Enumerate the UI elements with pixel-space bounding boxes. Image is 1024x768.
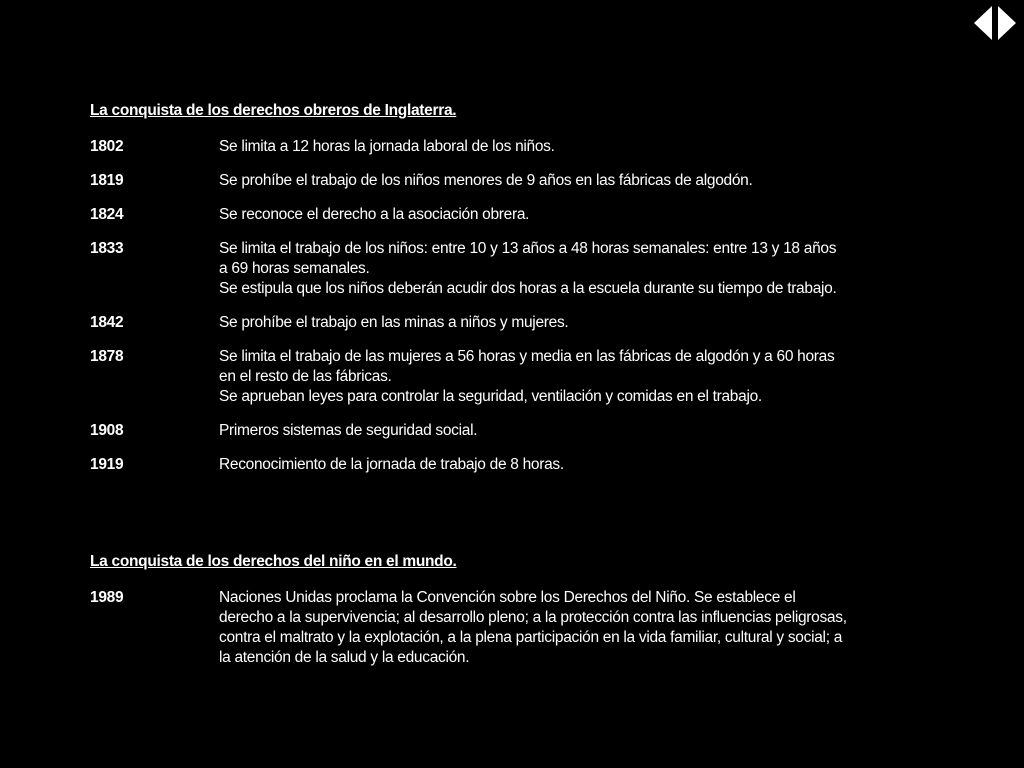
entry-description bbox=[219, 205, 920, 225]
entry-description-line: Se reconoce el derecho a la asociación obrera. bbox=[219, 206, 530, 223]
entry-year: 1908 bbox=[90, 422, 124, 439]
entry-description-line: Se aprueban leyes para controlar la seguridad, ventilación y comidas en el trabajo. bbox=[219, 388, 762, 405]
section-title: La conquista de los derechos obreros de Inglaterra. bbox=[90, 102, 457, 119]
entry-description-line: Se limita a 12 horas la jornada laboral de los niños. bbox=[219, 138, 555, 155]
entry-description-line: Se estipula que los niños deberán acudir dos horas a la escuela durante su tiempo de trabajo. bbox=[219, 280, 837, 297]
entry-description bbox=[219, 421, 920, 441]
section-child-rights bbox=[90, 552, 920, 682]
timeline-list bbox=[90, 588, 920, 668]
timeline-entry bbox=[90, 421, 920, 441]
timeline-entry bbox=[90, 239, 920, 299]
entry-description-line: Primeros sistemas de seguridad social. bbox=[219, 422, 478, 439]
entry-year: 1989 bbox=[90, 589, 124, 606]
entry-year: 1819 bbox=[90, 172, 124, 189]
entry-description-line: Se limita el trabajo de las mujeres a 56 horas y media en las fábricas de algodón y a 60 horas bbox=[219, 348, 835, 365]
entry-description bbox=[219, 313, 920, 333]
timeline-entry bbox=[90, 313, 920, 333]
entry-year: 1824 bbox=[90, 206, 124, 223]
timeline-entry bbox=[90, 347, 920, 407]
triangle-right-icon[interactable] bbox=[998, 6, 1016, 40]
entry-year: 1919 bbox=[90, 456, 124, 473]
entry-description bbox=[219, 455, 920, 475]
entry-description-line: contra el maltrato y la explotación, a la plena participación en la vida familiar, cultural y social; a bbox=[219, 629, 843, 646]
timeline-entry bbox=[90, 205, 920, 225]
triangle-left-icon[interactable] bbox=[974, 6, 992, 40]
section-workers-rights bbox=[90, 101, 920, 489]
entry-description-line: Se prohíbe el trabajo de los niños menores de 9 años en las fábricas de algodón. bbox=[219, 172, 753, 189]
timeline-entry bbox=[90, 137, 920, 157]
entry-description bbox=[219, 137, 920, 157]
entry-description-line: en el resto de las fábricas. bbox=[219, 368, 392, 385]
timeline-entry bbox=[90, 171, 920, 191]
timeline-list bbox=[90, 137, 920, 475]
entry-description-line: la atención de la salud y la educación. bbox=[219, 649, 470, 666]
entry-description bbox=[219, 239, 920, 299]
timeline-entry bbox=[90, 455, 920, 475]
entry-description bbox=[219, 171, 920, 191]
entry-description-line: a 69 horas semanales. bbox=[219, 260, 370, 277]
entry-year: 1833 bbox=[90, 240, 124, 257]
entry-description bbox=[219, 588, 920, 668]
entry-description-line: Se limita el trabajo de los niños: entre 10 y 13 años a 48 horas semanales: entre 13 y 18 años bbox=[219, 240, 837, 257]
entry-year: 1878 bbox=[90, 348, 124, 365]
entry-description bbox=[219, 347, 920, 407]
entry-description-line: Reconocimiento de la jornada de trabajo de 8 horas. bbox=[219, 456, 564, 473]
slide-navigation bbox=[974, 6, 1016, 40]
entry-description-line: Naciones Unidas proclama la Convención sobre los Derechos del Niño. Se establece el bbox=[219, 589, 796, 606]
entry-description-line: derecho a la supervivencia; al desarrollo pleno; a la protección contra las influencias peligrosas, bbox=[219, 609, 847, 626]
timeline-entry bbox=[90, 588, 920, 668]
entry-year: 1802 bbox=[90, 138, 124, 155]
entry-year: 1842 bbox=[90, 314, 124, 331]
entry-description-line: Se prohíbe el trabajo en las minas a niños y mujeres. bbox=[219, 314, 569, 331]
section-title: La conquista de los derechos del niño en el mundo. bbox=[90, 553, 457, 570]
